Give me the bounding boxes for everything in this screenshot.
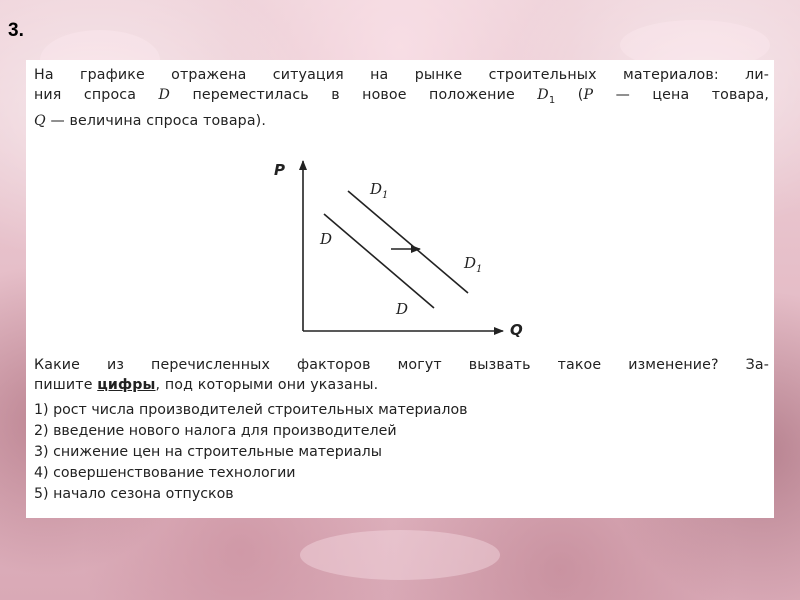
axis-label-q: Q: [510, 321, 523, 339]
task-intro: [34, 65, 769, 131]
option-1: 1) рост числа производителей строительных материалов: [34, 402, 468, 418]
intro-line-3: Q — величина спроса товара).: [34, 112, 267, 129]
option-2: 2) введение нового налога для производителей: [34, 423, 397, 439]
label-d1-lower: $D_1$: [464, 254, 483, 275]
demand-curve-d: [324, 214, 434, 308]
task-card: [26, 60, 774, 518]
option-3: 3) снижение цен на строительные материалы: [34, 444, 382, 460]
label-d1-upper: $D_1$: [370, 180, 389, 201]
option-5: 5) начало сезона отпусков: [34, 486, 234, 502]
intro-line-1: На графике отражена ситуация на рынке строительных материалов: ли-: [34, 67, 769, 83]
label-d-upper: D: [320, 230, 333, 248]
demand-curve-d1: [348, 191, 468, 293]
task-question: [34, 355, 769, 395]
answer-options: [34, 400, 769, 505]
question-line-2: пишите цифры, под которыми они указаны.: [34, 377, 379, 393]
label-d-lower: D: [396, 300, 409, 318]
slide-number: 3.: [8, 20, 24, 41]
intro-line-2: ния спроса D переместилась в новое положение $D_1$ (P — цена товара,: [34, 87, 769, 106]
background-blossom: [300, 530, 500, 580]
demand-shift-graph: [274, 155, 566, 345]
axis-label-p: P: [274, 161, 285, 179]
question-line-1: Какие из перечисленных факторов могут вызвать такое изменение? За-: [34, 357, 769, 373]
option-4: 4) совершенствование технологии: [34, 465, 296, 481]
